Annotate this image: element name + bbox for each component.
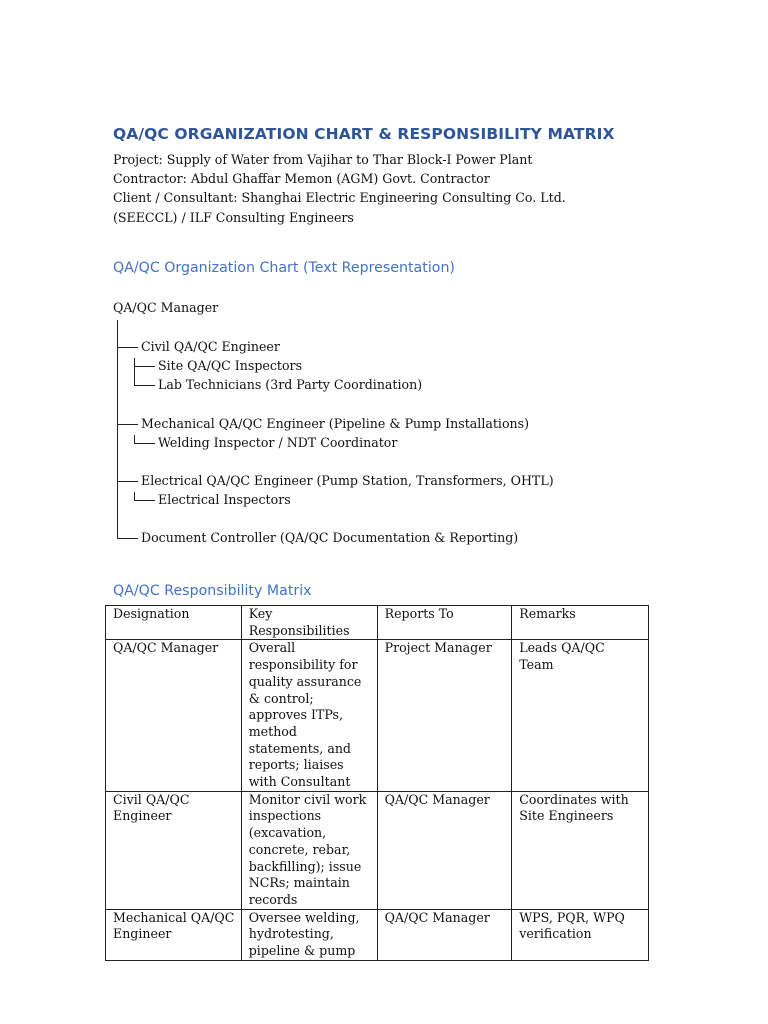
table-cell: Project Manager — [377, 640, 512, 791]
table-cell: WPS, PQR, WPQ verification — [512, 909, 649, 960]
contractor-line: Contractor: Abdul Ghaffar Memon (AGM) Govt. Contractor — [113, 171, 490, 187]
table-cell: Leads QA/QC Team — [512, 640, 649, 791]
org-sub-connector — [134, 443, 155, 444]
org-branch-connector — [117, 481, 138, 482]
table-cell: QA/QC Manager — [377, 791, 512, 909]
org-branch-civil: Civil QA/QC Engineer — [141, 339, 280, 354]
table-cell: QA/QC Manager — [377, 909, 512, 960]
table-cell: Overall responsibility for quality assurance & control; approves ITPs, method statements, and reports; liaises with Consultant — [241, 640, 377, 791]
table-row — [106, 909, 649, 960]
column-header: Remarks — [512, 606, 649, 640]
org-sub-connector — [134, 366, 155, 367]
org-branch-document-controller: Document Controller (QA/QC Documentation & Reporting) — [141, 530, 519, 545]
table-cell: QA/QC Manager — [106, 640, 242, 791]
table-row — [106, 791, 649, 909]
org-branch-electrical: Electrical QA/QC Engineer (Pump Station, Transformers, OHTL) — [141, 473, 554, 488]
org-root-node: QA/QC Manager — [113, 300, 219, 315]
table-header-row — [106, 606, 649, 640]
table-row — [106, 640, 649, 791]
table-cell: Mechanical QA/QC Engineer — [106, 909, 242, 960]
matrix-heading: QA/QC Responsibility Matrix — [113, 583, 312, 599]
project-line: Project: Supply of Water from Vajihar to Thar Block-I Power Plant — [113, 152, 533, 167]
org-sub-connector — [134, 358, 135, 385]
org-branch-connector — [117, 538, 138, 539]
project-info — [113, 150, 633, 227]
table-cell: Civil QA/QC Engineer — [106, 791, 242, 909]
responsibility-matrix-table — [105, 605, 649, 961]
org-child-welding-inspector: Welding Inspector / NDT Coordinator — [158, 435, 398, 450]
table-cell: Oversee welding, hydrotesting, pipeline & pump — [241, 909, 377, 960]
client-line: Client / Consultant: Shanghai Electric Engineering Consulting Co. Ltd. (SEECCL) / ILF Consulting Engineers — [113, 190, 566, 225]
column-header: Key Responsibilities — [241, 606, 377, 640]
org-branch-mechanical: Mechanical QA/QC Engineer (Pipeline & Pump Installations) — [141, 416, 530, 431]
table-cell: Monitor civil work inspections (excavation, concrete, rebar, backfilling); issue NCRs; maintain records — [241, 791, 377, 909]
org-child-electrical-inspectors: Electrical Inspectors — [158, 492, 291, 507]
org-sub-connector — [134, 500, 155, 501]
org-chart-heading: QA/QC Organization Chart (Text Representation) — [113, 260, 455, 276]
org-child-lab-technicians: Lab Technicians (3rd Party Coordination) — [158, 377, 423, 392]
org-branch-connector — [117, 424, 138, 425]
org-branch-connector — [117, 347, 138, 348]
org-sub-connector — [134, 385, 155, 386]
org-trunk-line — [117, 320, 118, 539]
org-child-site-inspectors: Site QA/QC Inspectors — [158, 358, 303, 373]
column-header: Designation — [106, 606, 242, 640]
document-title: QA/QC ORGANIZATION CHART & RESPONSIBILITY MATRIX — [113, 125, 615, 143]
table-cell: Coordinates with Site Engineers — [512, 791, 649, 909]
column-header: Reports To — [377, 606, 512, 640]
